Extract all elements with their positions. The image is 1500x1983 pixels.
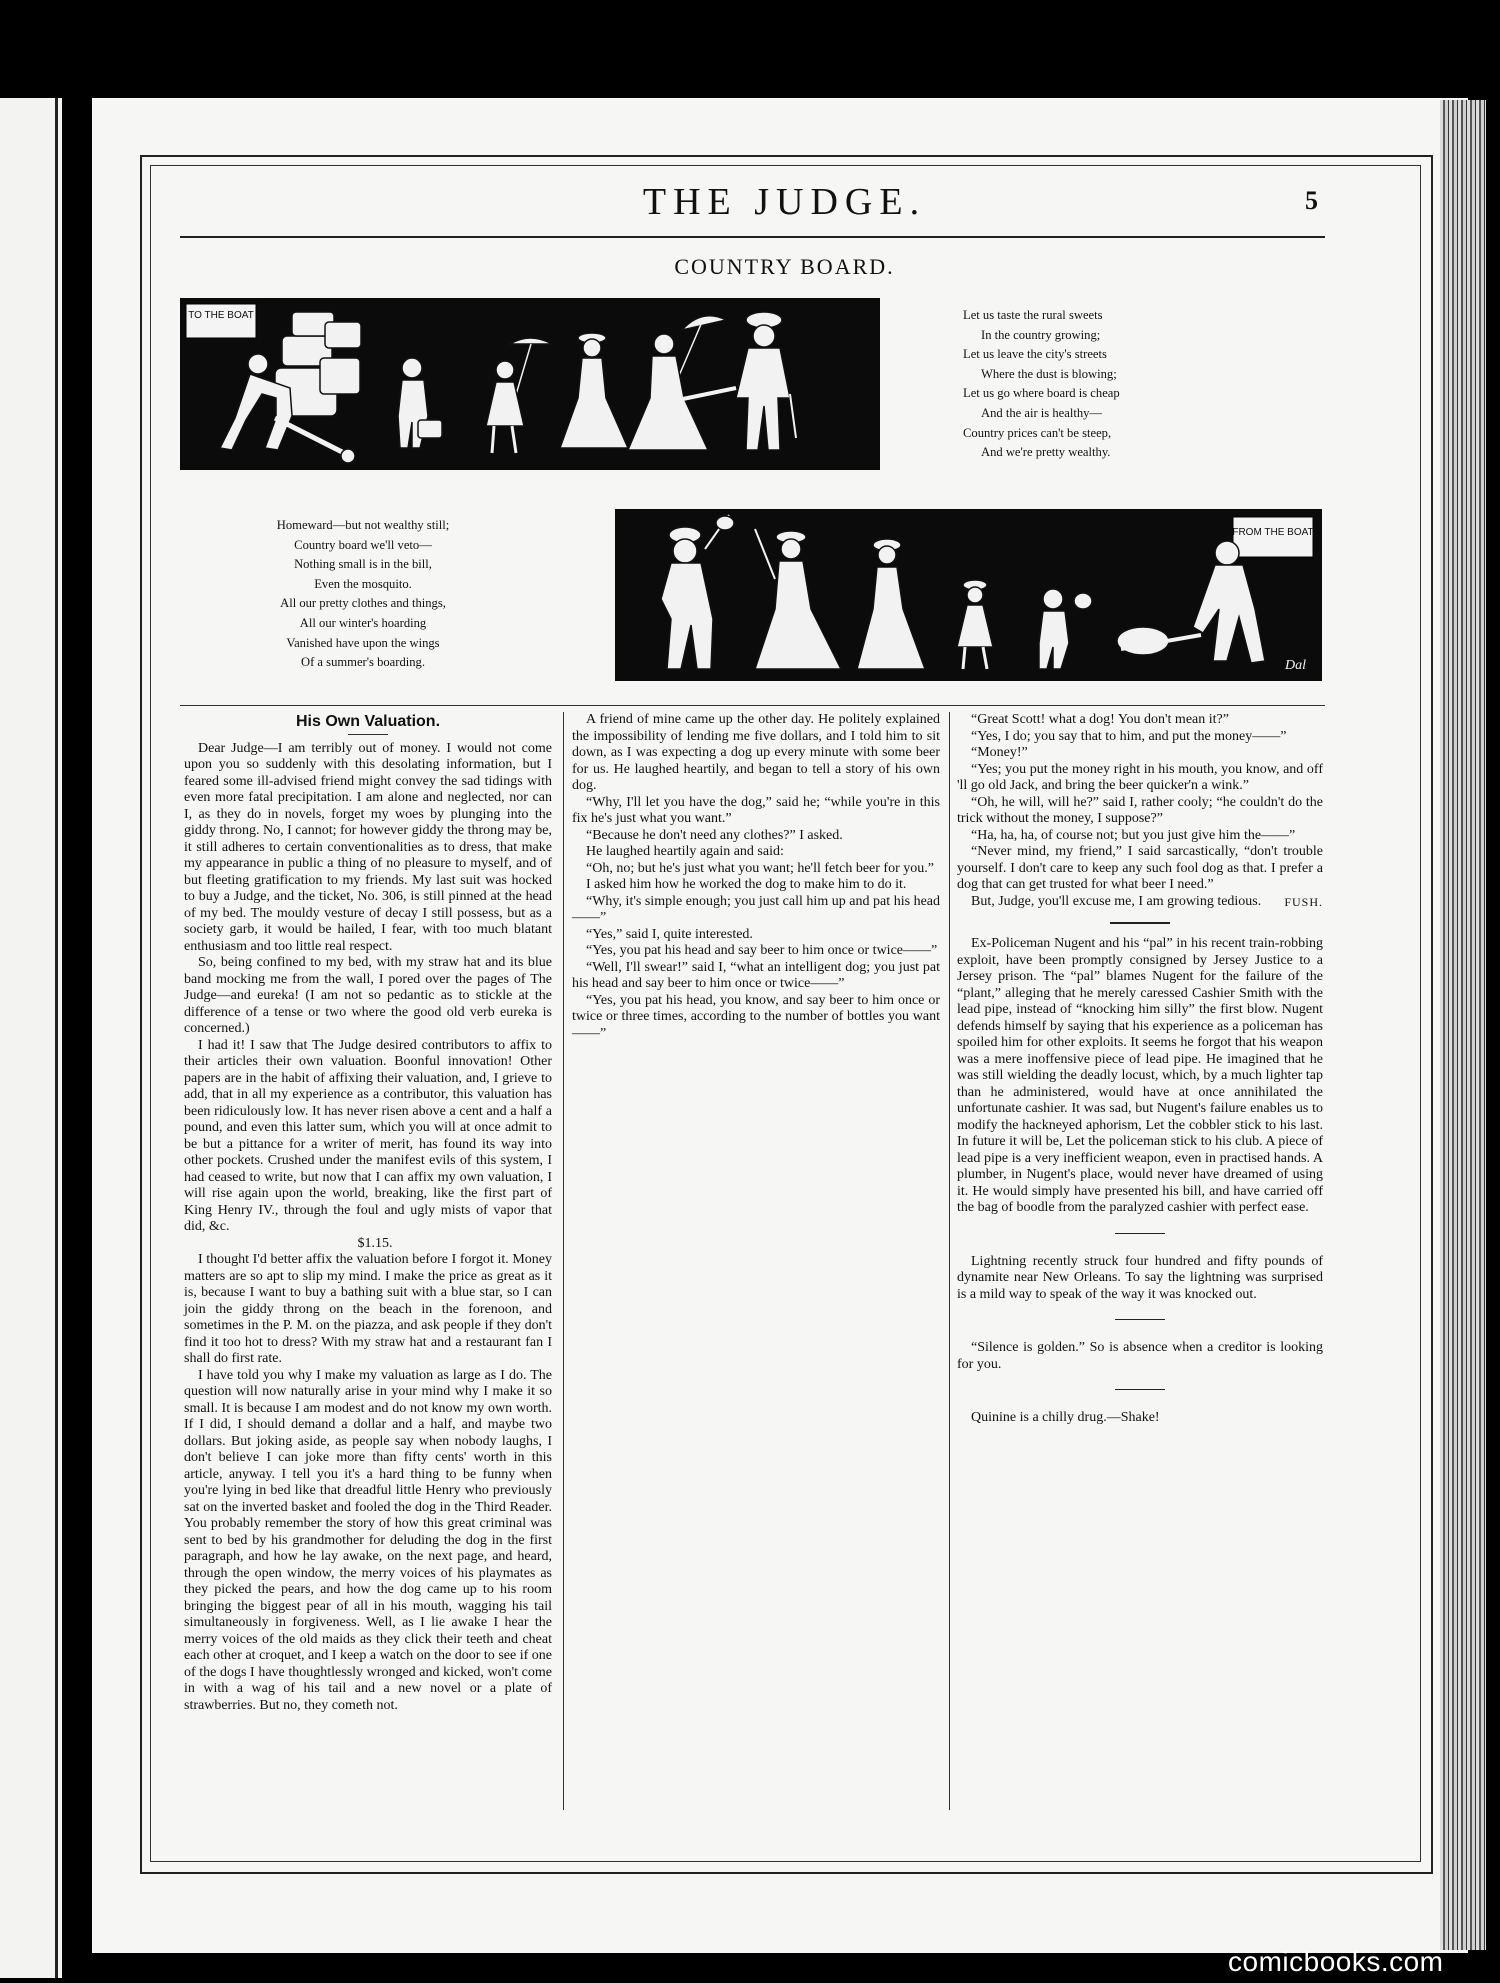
article-paragraph: A friend of mine came up the other day. He politely explained the impossibility of lending me five dollars, and I told him to sit down, as I was expecting a dog up every minute with some beer for us. He laughed heartily, and began to tell a story of his own dog. <box>572 712 940 793</box>
masthead-title: THE JUDGE. <box>642 181 927 223</box>
verse-line: Country board we'll veto— <box>294 537 432 552</box>
article-paragraph: I had it! I saw that The Judge desired contributors to affix to their articles their own valuation. Boonful innovation! Other papers are in the habit of affixing their valuation, and, I grieve to add, that in all my experience as a contributor, this valuation has been ridiculously low. It has never risen above a cent and a half a pound, and even this latter sum, which you will at once admit to be but a pittance for a writer of merit, has found its way into other pockets. Crushed under the manifest evils of this system, I had ceased to write, but now that I can affix my own valuation, I will rise again upon the world, breaking, like the first part of King Henry IV., through the foul and ugly mists of vapor that did, &c. <box>184 1037 552 1234</box>
article-paragraph: “Yes, you pat his head, you know, and say beer to him once or twice or three times, according to the number of bottles you want——” <box>572 992 940 1041</box>
verse-line: Country prices can't be steep, <box>963 425 1112 440</box>
verse-line: And we're pretty wealthy. <box>981 445 1111 460</box>
article-paragraph: “Yes, you pat his head and say beer to him once or twice——” <box>586 943 938 958</box>
article-paragraph: “Well, I'll swear!” said I, “what an intelligent dog; you just pat his head and say beer to him once or twice——” <box>572 959 940 991</box>
illustration-from-the-boat <box>615 509 1322 681</box>
column-2 <box>572 712 940 1042</box>
page-stack-edge <box>1440 100 1486 1950</box>
brief-silence: “Silence is golden.” So is absence when a creditor is looking for you. <box>957 1340 1323 1372</box>
verse-line: All our pretty clothes and things, <box>280 596 446 611</box>
watermark: comicbooks.com <box>1228 1946 1444 1977</box>
article-price: $1.15. <box>357 1235 393 1251</box>
article-paragraph: “Ha, ha, ha, of course not; but you just give him the——” <box>971 827 1296 843</box>
article-closing: But, Judge, you'll excuse me, I am growing tedious. <box>971 893 1262 909</box>
illustration-to-the-boat <box>180 298 880 470</box>
page-number: 5 <box>1305 186 1318 215</box>
article-paragraph: “Never mind, my friend,” I said sarcastically, “don't trouble yourself. I don't care to keep any such fool dog as that. I prefer a dog that can get trusted for what beer I need.” <box>957 844 1323 892</box>
article-paragraph: “Yes,” said I, quite interested. <box>586 926 753 942</box>
column-3 <box>957 712 1323 1427</box>
article-paragraph: “Oh, he will, will he?” said I, rather cooly; “he couldn't do the trick without the money, I suppose?” <box>957 794 1323 826</box>
article-paragraph <box>957 894 1323 911</box>
verse-line: Where the dust is blowing; <box>981 366 1117 381</box>
article-headline: His Own Valuation. <box>295 713 441 730</box>
section-separator <box>1115 1319 1165 1320</box>
section-separator <box>1110 922 1170 924</box>
brief-nugent: Ex-Policeman Nugent and his “pal” in his recent train-robbing exploit, have been promptly consigned by Jersey Justice to a Jersey prison. The “pal” blames Nugent for the failure of the “plant,” alleging that he merely caressed Cashier Smith with the lead pipe, instead of “knocking him silly” the first blow. Nugent defends himself by saying that his experience as a policeman has spoiled him for other exploits. It seems he forgot that his weapon was a mere inoffensive piece of lead pipe. He imagined that he was still wielding the deadly locust, which, by a much lighter tap than he administered, would have at once annihilated the unfortunate cashier. It was sad, but Nugent's failure enables us to modify the hackneyed aphorism, Let the cobbler stick to his last. In future it will be, Let the policeman stick to his club. A piece of lead pipe is a very inefficient weapon, even in practised hands. A plumber, in Nugent's place, would never have dreamed of using it. He would simply have presented his bill, and have carried off the bag of boodle from the paralyzed cashier with perfect ease. <box>957 936 1323 1215</box>
section-title: COUNTRY BOARD. <box>674 254 895 279</box>
article-paragraph: So, being confined to my bed, with my straw hat and its blue band mocking me from the wall, I pored over the pages of The Judge—and eureka! (I am not so pedantic as to stickle at the difference of a tense or two where the good old verb eureka is concerned.) <box>184 955 552 1036</box>
verse-line: All our winter's hoarding <box>299 615 427 630</box>
article-signature: FUSH. <box>1284 894 1323 909</box>
column-1 <box>184 712 552 1714</box>
verse-line: Even the mosquito. <box>314 576 412 591</box>
sign-text-bottom: FROM THE BOAT <box>1232 527 1314 538</box>
column-divider <box>949 712 950 1810</box>
article-paragraph: I have told you why I make my valuation as large as I do. The question will now naturally arise in your mind why I make it so small. It is because I am modest and do not know my own worth. If I did, I should demand a dollar and a half, and maybe two dollars. But joking aside, as people say when nobody laughs, I don't believe I can joke more than fifty cents' worth in this article, anyway. I tell you it's a hard thing to be funny when you're lying in bed like that dreadful little Henry who previously sat on the inverted basket and fooled the dog in the Third Reader. You probably remember the story of how this great criminal was sent to bed by his grandmother for deluding the dog in the first paragraph, and how he lay awake, on the next page, and heard, through the open window, the merry voices of his playmates as they picked the pears, and how the dog came up to his room bringing the biggest pear of all in his mouth, wagging his tail simultaneously in forgiveness. Well, as I lie awake I hear the merry voices of the old maids as they click their teeth and cheat each other at croquet, and I keep a watch on the door to see if one of the dogs I have thoughtlessly wronged and kicked, won't come in with a wag of his tail and a new novel or a plate of strawberries. But no, they cometh not. <box>184 1367 552 1713</box>
verse-line: Vanished have upon the wings <box>286 635 440 650</box>
masthead-rule <box>180 236 1325 238</box>
artist-signature: Dal <box>1285 658 1306 673</box>
article-paragraph: Dear Judge—I am terribly out of money. I would not come upon you so suddenly with this desolating information, but I feared some ill-advised friend might convey the sad tidings with even more fatal precipitation. I am alone and neglected, nor can I, as they do in novels, forget my woes by plunging into the giddy throng. No, I cannot; for however giddy the throng may be, it still adheres to certain conventionalities as to dress, that make my appearance in public a thing of no pleasure to myself, and of but fleeting gratification to my friends. My last suit was hocked to buy a Judge, and the ticket, No. 306, is still pinned at the head of my bed. The mouldy vesture of decay I still possess, but as a society garb, it would be hailed, I fear, with too much blatant enthusiasm and too little real respect. <box>184 740 552 954</box>
facing-page-edge <box>0 98 62 1978</box>
column-divider <box>563 712 564 1810</box>
verse-country-board <box>963 306 1233 463</box>
article-paragraph: “Yes, I do; you say that to him, and put the money——” <box>971 728 1287 744</box>
verse-line: Let us leave the city's streets <box>963 347 1107 362</box>
verse-line: In the country growing; <box>981 327 1101 342</box>
verse-line: Let us go where board is cheap <box>963 386 1120 401</box>
article-paragraph: I thought I'd better affix the valuation before I forgot it. Money matters are so apt to slip my mind. I make the price as great as it is, because I want to buy a bathing suit with a blue star, so I can join the giddy throng on the beach in the forenoon, and sometimes in the P. M. on the piazza, and ask people if they don't find it too hot to dress? With my straw hat and a restaurant fan I shall do first rate. <box>184 1252 552 1366</box>
verse-line: Let us taste the rural sweets <box>963 308 1103 322</box>
article-paragraph: “Yes; you put the money right in his mouth, you know, and off 'll go old Jack, and bring the beer quicker'n a wink.” <box>957 761 1323 793</box>
illustration-from-the-boat-art <box>615 509 1322 681</box>
verse-line: Nothing small is in the bill, <box>294 557 432 572</box>
section-separator <box>1115 1233 1165 1234</box>
verse-line: And the air is healthy— <box>981 405 1103 420</box>
article-paragraph: “Why, I'll let you have the dog,” said he; “while you're in this fix he's just what you want.” <box>572 794 940 826</box>
article-paragraph: “Because he don't need any clothes?” I asked. <box>586 827 843 843</box>
verse-line: Homeward—but not wealthy still; <box>276 518 450 532</box>
section-separator <box>1115 1389 1165 1390</box>
verse-homeward <box>218 516 508 673</box>
article-paragraph: “Great Scott! what a dog! You don't mean it?” <box>971 712 1229 727</box>
sign-text-top: TO THE BOAT <box>188 310 254 321</box>
article-paragraph: “Oh, no; but he's just what you want; he'll fetch beer for you.” <box>586 860 934 876</box>
verse-line: Of a summer's boarding. <box>301 655 425 670</box>
headline-rule <box>348 734 388 735</box>
illustration-to-the-boat-art <box>180 298 880 470</box>
article-top-rule <box>180 705 1325 706</box>
brief-quinine: Quinine is a chilly drug.—Shake! <box>971 1410 1160 1425</box>
article-paragraph: “Why, it's simple enough; you just call him up and pat his head——” <box>572 893 940 925</box>
article-paragraph: I asked him how he worked the dog to make him to do it. <box>586 877 907 892</box>
article-paragraph: “Money!” <box>971 745 1028 760</box>
article-paragraph: He laughed heartily again and said: <box>586 844 784 859</box>
brief-lightning: Lightning recently struck four hundred and fifty pounds of dynamite near New Orleans. To say the lightning was surprised is a mild way to speak of the way it was knocked out. <box>957 1253 1323 1302</box>
